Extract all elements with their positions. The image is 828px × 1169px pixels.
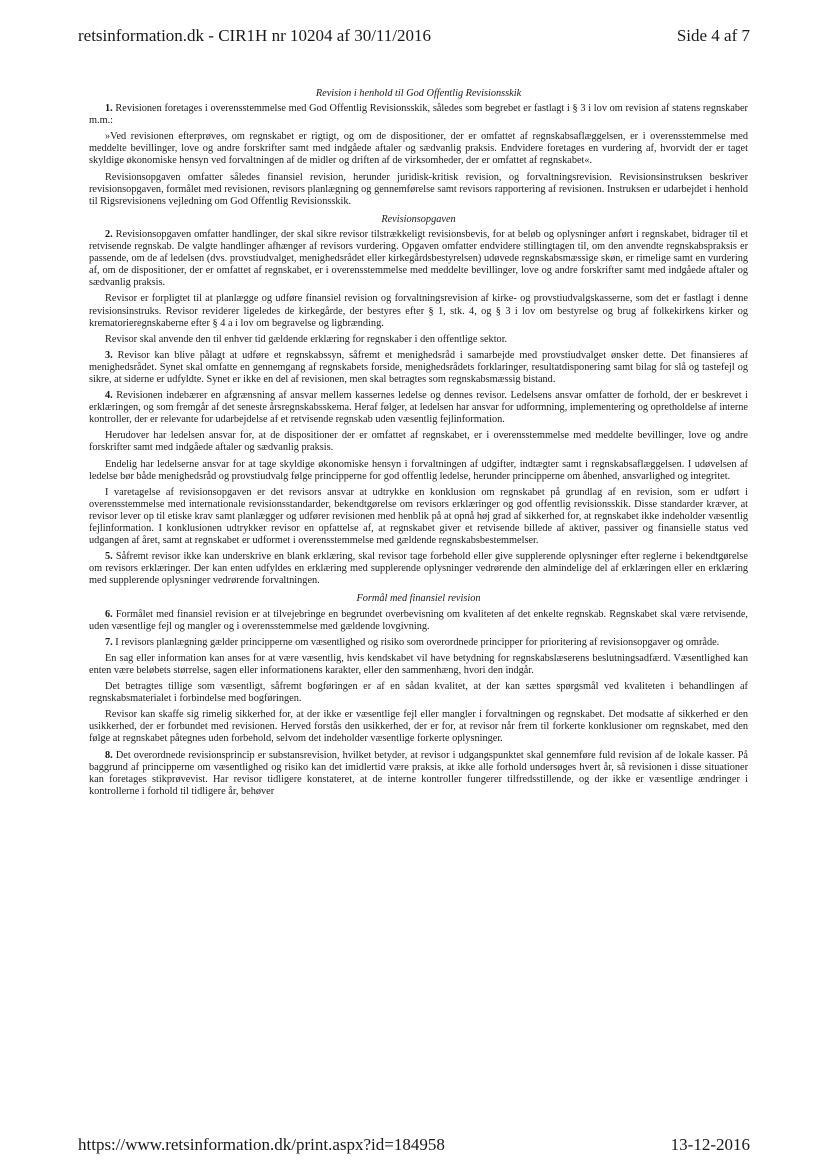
- page-header: [78, 26, 750, 46]
- paragraph-number: 7.: [105, 636, 113, 648]
- paragraph: [89, 131, 748, 167]
- paragraph: [89, 750, 748, 798]
- paragraph: [89, 350, 748, 386]
- section-heading: Formål med finansiel revision: [356, 593, 481, 605]
- source-url: https://www.retsinformation.dk/print.aspx?id=184958: [78, 1135, 445, 1154]
- paragraph-text: Endelig har ledelserne ansvar for at tage skyldige økonomiske hensyn i forvaltningen af udgifter, indtægter samt i regnskabsaflæggelsen. I udøvelsen af ledelse bør både menighedsråd og provstiudvalg følge principperne for god offentlig ledelse, herunder principperne om åbenhed, ansvarlighed og integritet.: [89, 458, 748, 482]
- paragraph-text: Revisor skal anvende den til enhver tid gældende erklæring for regnskaber i den offentlige sektor.: [105, 333, 508, 345]
- paragraph: [89, 653, 748, 677]
- paragraph-number: 2.: [105, 228, 113, 240]
- paragraph: [89, 459, 748, 483]
- page-number: Side 4 af 7: [676, 26, 750, 45]
- paragraph: [89, 609, 748, 633]
- section-heading: Revisionsopgaven: [381, 213, 456, 225]
- paragraph-text: I varetagelse af revisionsopgaven er det revisors ansvar at udtrykke en konklusion om regnskabet på grundlag af en revision, som er udført i overensstemmelse med internationale revisionsstandarder, bekendtgørelse om revisors erklæringer og god offentlig revisionsskik. Disse standarder kræver, at revisor lever op til etiske krav samt planlægger og udfører revisionen med henblik på at opnå høj grad af sikkerhed for, at regnskabet ikke indeholder væsentlig fejlinformation. I konklusionen udtrykker revisor en opfattelse af, at regnskabet giver et retvisende billede af aktiver, passiver og finansielle status ved udgangen af året, samt at regnskabet er udformet i overensstemmelse med gældende regnskabsbestemmelser.: [89, 486, 748, 547]
- paragraph-text: Revisor er forpligtet til at planlægge og udføre finansiel revision og forvaltningsrevision af kirke- og provstiudvalgskasserne, som det er fastlagt i denne revisionsinstruks. Revisor reviderer ligeledes de kirkegårde, der bestyres efter § 1, stk. 4, og § 3 i lov om bestyrelse og brug af folkekirkens kirker og krematorieregnskaberne efter § 4 a i lov om begravelse og ligbrænding.: [89, 293, 748, 329]
- paragraph-number: 4.: [105, 390, 113, 402]
- paragraph: [89, 681, 748, 705]
- paragraph: [89, 551, 748, 587]
- paragraph-text: »Ved revisionen efterprøves, om regnskabet er rigtigt, og om de dispositioner, der er omfattet af regnskabsaflæggelsen, er i overensstemmelse med meddelte bevillinger, love og andre forskrifter samt med indgåede aftaler og sædvanlig praksis. Endvidere foretages en vurdering af, hvorvidt der er taget skyldige økonomiske hensyn ved forvaltningen af de midler og driften af de virksomheder, der er omfattet af regnskabet«.: [89, 131, 748, 167]
- paragraph: [89, 229, 748, 289]
- paragraph: [89, 487, 748, 547]
- paragraph-number: 6.: [105, 608, 113, 620]
- paragraph: [89, 430, 748, 454]
- document-title: retsinformation.dk - CIR1H nr 10204 af 30/11/2016: [78, 26, 432, 45]
- paragraph-number: 1.: [105, 103, 113, 115]
- paragraph-text: Revisor kan blive pålagt at udføre et regnskabssyn, såfremt et menighedsråd i samarbejde med provstiudvalget ønsker dette. Det finansieres af menighedsrådet. Synet skal omfatte en gennemgang af regnskabets forside, menighedsrådets forklaringer, resultatdisponering samt bilag for slå og tastefejl og sikre, at siderne er udfyldte. Synet er ikke en del af revisionen, men skal betragtes som regnskabsmæssig bistand.: [89, 349, 748, 385]
- paragraph: [89, 293, 748, 329]
- paragraph-text: En sag eller information kan anses for at være væsentlig, hvis kendskabet vil have betydning for regnskabslæserens beslutningsadfærd. Væsentlighed kan enten være beløbets størrelse, sagen eller informationens karakter, eller den sammenhæng, hvori den indgår.: [89, 652, 748, 676]
- paragraph: [89, 709, 748, 745]
- page-footer: [78, 1135, 750, 1155]
- paragraph-text: Det overordnede revisionsprincip er substansrevision, hvilket betyder, at revisor i udgangspunktet skal gennemføre fuld revision af de lokale kasser. På baggrund af principperne om væsentlighed og risiko kan det imidlertid være praksis, at ikke alle forhold undersøges hvert år, så revisionen i disse situationer kan foretages stikprøvevist. Har revisor tidligere konstateret, at de interne kontroller fungerer tilfredsstillende, og der ikke er væsentlige ændringer i kontrollerne i forhold til tidligere år, behøver: [89, 749, 748, 797]
- print-date: 13-12-2016: [670, 1135, 750, 1154]
- paragraph-text: Formålet med finansiel revision er at tilvejebringe en begrundet overbevisning om kvaliteten af det enkelte regnskab. Regnskabet skal være retvisende, uden væsentlige fejl og mangler og i overensstemmelse med gældende lovgivning.: [89, 608, 748, 632]
- section-heading: Revision i henhold til God Offentlig Revisionsskik: [315, 88, 522, 99]
- paragraph-number: 3.: [105, 349, 113, 361]
- paragraph-text: Revisionsopgaven omfatter således finansiel revision, herunder juridisk-kritisk revision, og forvaltningsrevision. Revisionsinstruksen beskriver revisionsopgaven, formålet med revisionen, revisors planlægning og gennemførelse samt revisors rapportering af revisionen. Instruksen er udarbejdet i henhold til Rigsrevisionens vejledning om God Offentlig Revisionsskik.: [89, 171, 748, 207]
- paragraph-text: Revisionsopgaven omfatter handlinger, der skal sikre revisor tilstrækkeligt revisionsbevis, for at beløb og oplysninger anført i regnskabet, bidrager til et retvisende regnskab. De valgte handlinger afhænger af revisors vurdering. Opgaven omfatter endvidere stillingtagen til, om den anvendte regnskabspraksis er passende, om de af ledelsen (dvs. provstiudvalget, menighedsrådet eller kirkegårdsbestyrelsen) udøvede regnskabsmæssige skøn, er rimelige samt en vurdering af, om de dispositioner, der er omfattet af regnskabet, er i overensstemmelse med meddelte bevillinger, love og andre forskrifter samt med indgåede aftaler og sædvanlig praksis.: [89, 228, 748, 289]
- paragraph-text: Såfremt revisor ikke kan underskrive en blank erklæring, skal revisor tage forbehold eller give supplerende oplysninger efter reglerne i bekendtgørelse om revisors erklæringer. Der kan enten udfyldes en erklæring med supplerende oplysninger vedrørende den almindelige del af erklæringen eller en erklæring med supplerende oplysninger vedrørende forvaltningen.: [89, 551, 748, 587]
- document-body: [89, 88, 748, 802]
- paragraph-text: Revisor kan skaffe sig rimelig sikkerhed for, at der ikke er væsentlige fejl eller mangler i forvaltningen og regnskabet. Det modsatte af sikkerhed er den usikkerhed, der er forbundet med revisionen. Herved forstås den usikkerhed, der er for, at revisor når frem til forkerte konklusioner om regnskabet, med den følge at regnskabet påtegnes uden forbehold, selvom det indeholder væsentlige forkerte oplysninger.: [89, 709, 748, 745]
- paragraph: [89, 390, 748, 426]
- paragraph: [89, 103, 748, 127]
- paragraph-number: 8.: [105, 749, 113, 761]
- paragraph-text: Det betragtes tillige som væsentligt, såfremt bogføringen er af en sådan kvalitet, at der kan sættes spørgsmål ved kvaliteten i behandlingen af regnskabsmaterialet i forbindelse med bogføringen.: [89, 681, 748, 705]
- paragraph: [89, 172, 748, 208]
- paragraph: [89, 334, 748, 346]
- paragraph-text: I revisors planlægning gælder principperne om væsentlighed og risiko som overordnede principper for prioritering af revisionsopgaver og område.: [112, 636, 720, 648]
- paragraph-number: 5.: [105, 551, 113, 563]
- paragraph-text: Revisionen foretages i overensstemmelse med God Offentlig Revisionsskik, således som begrebet er fastlagt i § 3 i lov om revision af statens regnskaber m.m.:: [89, 103, 748, 127]
- paragraph-text: Revisionen indebærer en afgrænsning af ansvar mellem kassernes ledelse og dennes revisor. Ledelsens ansvar omfatter de forhold, der er beskrevet i erklæringen, og som fremgår af det seneste årsregnskabsskema. Heraf følger, at ledelsen har ansvar for udformning, implementering og opretholdelse af interne kontroller, der er relevante for udarbejdelse af et retvisende regnskab uden væsentlig fejlinformation.: [89, 390, 748, 426]
- paragraph-text: Herudover har ledelsen ansvar for, at de dispositioner der er omfattet af regnskabet, er i overensstemmelse med meddelte bevillinger, love og andre forskrifter samt med indgåede aftaler og sædvanlig praksis.: [89, 430, 748, 454]
- paragraph: [89, 637, 748, 649]
